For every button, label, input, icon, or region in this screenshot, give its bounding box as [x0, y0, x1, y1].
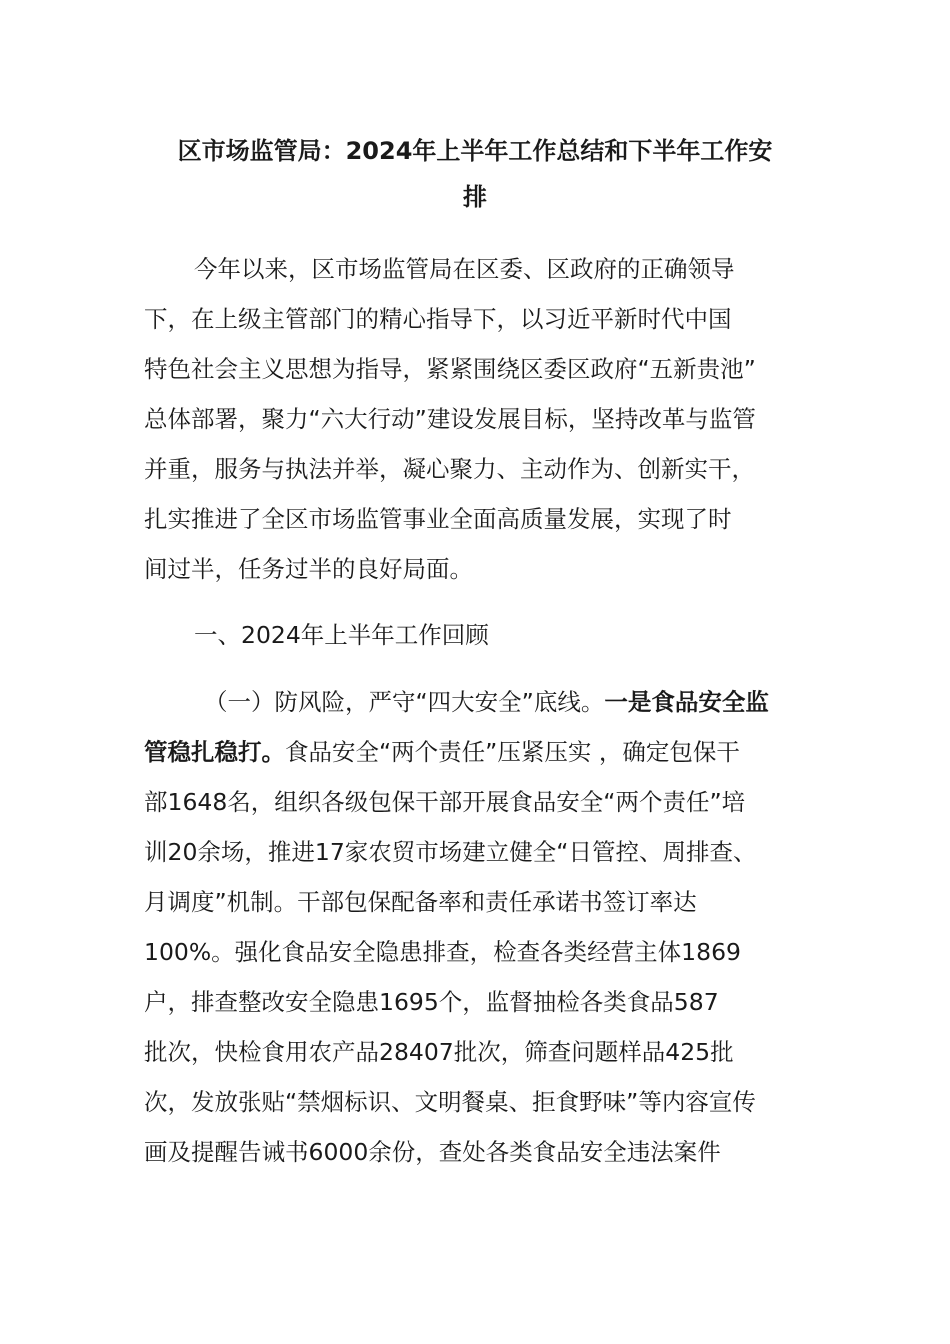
- body-line: 画及提醒告诫书6000余份，查处各类食品安全违法案件: [144, 1138, 721, 1166]
- emphasis-text: 管稳扎稳打。: [144, 738, 285, 766]
- section-heading: [144, 610, 816, 660]
- body-line: 训20余场，推进17家农贸市场建立健全“日管控、周排查、: [144, 838, 757, 866]
- intro-line: 并重，服务与执法并举，凝心聚力、主动作为、创新实干，: [144, 455, 755, 483]
- intro-line: 下，在上级主管部门的精心指导下，以习近平新时代中国: [144, 305, 732, 333]
- section-1-heading: 一、2024年上半年工作回顾: [194, 621, 489, 649]
- body-line: 户，排查整改安全隐患1695个，监督抽检各类食品587: [144, 988, 719, 1016]
- intro-line: 今年以来，区市场监管局在区委、区政府的正确领导: [194, 255, 735, 283]
- subsection-1-paragraph: [144, 677, 816, 1177]
- intro-line: 总体部署，聚力“六大行动”建设发展目标，坚持改革与监管: [144, 405, 756, 433]
- body-line: 100%。强化食品安全隐患排查，检查各类经营主体1869: [144, 938, 741, 966]
- document-title: [140, 128, 810, 220]
- intro-line: 间过半，任务过半的良好局面。: [144, 555, 473, 583]
- body-line: 批次，快检食用农产品28407批次，筛查问题样品425批: [144, 1038, 734, 1066]
- emphasis-text: 一是食品安全监: [604, 688, 769, 716]
- subsection-line: [144, 727, 816, 777]
- intro-line: 扎实推进了全区市场监管事业全面高质量发展，实现了时: [144, 505, 732, 533]
- intro-paragraph: [144, 244, 816, 594]
- intro-line: 特色社会主义思想为指导，紧紧围绕区委区政府“五新贵池”: [144, 355, 756, 383]
- body-text: 食品安全“两个责任”压紧压实 ，确定包保干: [285, 738, 740, 766]
- title-line-2: 排: [463, 183, 487, 211]
- subsection-1-heading: （一）防风险，严守“四大安全”底线。: [204, 688, 605, 716]
- body-line: 部1648名，组织各级包保干部开展食品安全“两个责任”培: [144, 788, 746, 816]
- body-line: 次，发放张贴“禁烟标识、文明餐桌、拒食野味”等内容宣传: [144, 1088, 756, 1116]
- title-line-1: 区市场监管局：2024年上半年工作总结和下半年工作安: [177, 137, 773, 165]
- subsection-line: [144, 677, 816, 727]
- body-line: 月调度”机制。干部包保配备率和责任承诺书签订率达: [144, 888, 697, 916]
